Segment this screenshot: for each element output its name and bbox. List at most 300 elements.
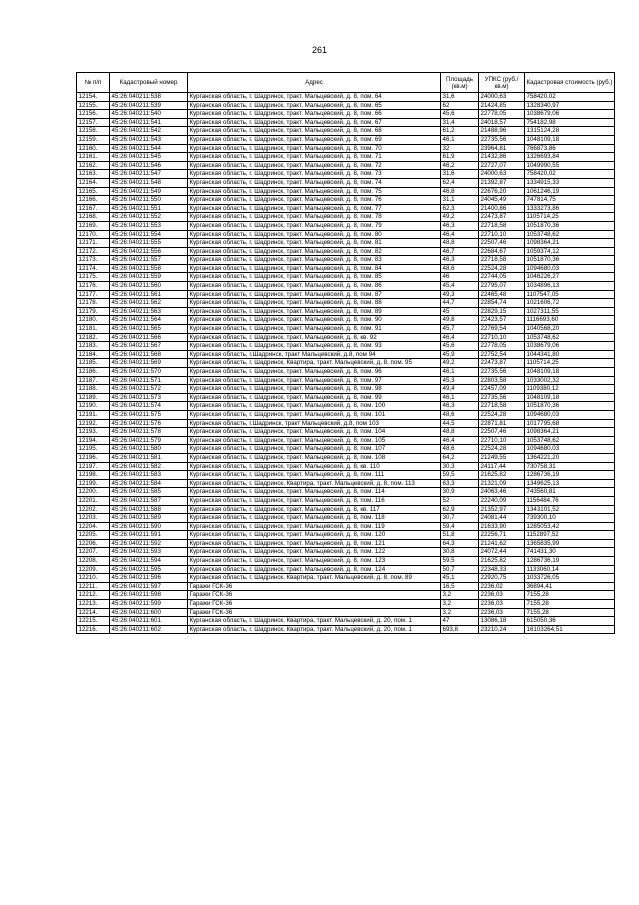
area: 45,9 bbox=[441, 350, 479, 359]
row-number: 12174. bbox=[77, 264, 110, 273]
cadastral-cost: 1033002,32 bbox=[525, 376, 615, 385]
table-row bbox=[77, 376, 615, 385]
address: Курганская область, г. Шадринск, тракт. Мальцевский, д. 8, кв. 92 bbox=[188, 333, 441, 342]
row-number: 12207. bbox=[77, 548, 110, 557]
address: Курганская область, г. Шадринск, тракт. Мальцевский, д. 8, кв. 110 bbox=[188, 462, 441, 471]
cadastral-cost: 1286736,19 bbox=[525, 471, 615, 480]
row-number: 12216. bbox=[77, 625, 110, 634]
upks: 21400,86 bbox=[479, 204, 525, 213]
upks: 22735,56 bbox=[479, 135, 525, 144]
upks: 22524,28 bbox=[479, 264, 525, 273]
table-row bbox=[77, 505, 615, 514]
upks: 24063,46 bbox=[479, 488, 525, 497]
upks: 22473,87 bbox=[479, 213, 525, 222]
address: Курганская область, г. Шадринск, тракт. Мальцевский, д. 8, пом. 118 bbox=[188, 514, 441, 523]
row-number: 12215. bbox=[77, 617, 110, 626]
cadastral-number: 45:26:040211:580 bbox=[110, 445, 188, 454]
cadastral-number: 45:26:040211:562 bbox=[110, 299, 188, 308]
page-number: 261 bbox=[311, 45, 328, 55]
upks: 24000,63 bbox=[479, 170, 525, 179]
row-number: 12165. bbox=[77, 187, 110, 196]
cadastral-number: 45:26:040211:560 bbox=[110, 282, 188, 291]
cadastral-number: 45:26:040211:554 bbox=[110, 230, 188, 239]
cadastral-number: 45:26:040211:542 bbox=[110, 127, 188, 136]
cadastral-number: 45:26:040211:579 bbox=[110, 436, 188, 445]
cadastral-number: 45:26:040211:561 bbox=[110, 290, 188, 299]
upks: 24072,44 bbox=[479, 548, 525, 557]
cadastral-number: 45:26:040211:590 bbox=[110, 522, 188, 531]
area: 45,7 bbox=[441, 325, 479, 334]
address: Курганская область, г. Шадринск, тракт. Мальцевский, д. 8, пом. 83 bbox=[188, 256, 441, 265]
address: Курганская область, г. Шадринск, тракт. Мальцевский, д. 8, пом. 79 bbox=[188, 221, 441, 230]
table-row bbox=[77, 531, 615, 540]
area: 16,5 bbox=[441, 582, 479, 591]
row-number: 12164. bbox=[77, 178, 110, 187]
cadastral-cost: 1315124,28 bbox=[525, 127, 615, 136]
upks: 22676,20 bbox=[479, 187, 525, 196]
address: Гаражи ГСК-36 bbox=[188, 582, 441, 591]
area: 45,6 bbox=[441, 110, 479, 119]
cadastral-cost: 615050,36 bbox=[525, 617, 615, 626]
address: Курганская область, г. Шадринск, тракт. Мальцевский, д. 8, пом. 98 bbox=[188, 385, 441, 394]
cadastral-number: 45:26:040211:539 bbox=[110, 101, 188, 110]
table-row bbox=[77, 178, 615, 187]
row-number: 12176. bbox=[77, 282, 110, 291]
cadastral-number: 45:26:040211:549 bbox=[110, 187, 188, 196]
row-number: 12202. bbox=[77, 505, 110, 514]
row-number: 12205. bbox=[77, 531, 110, 540]
address: Курганская область, г. Шадринск, тракт. Мальцевский, д. 8, пом. 120 bbox=[188, 531, 441, 540]
cadastral-cost: 7155,28 bbox=[525, 608, 615, 617]
address: Курганская область, г. Шадринск, тракт. Мальцевский, д. 8, пом. 108 bbox=[188, 453, 441, 462]
upks: 24018,57 bbox=[479, 118, 525, 127]
row-number: 12182. bbox=[77, 333, 110, 342]
cadastral-cost: 766873,86 bbox=[525, 144, 615, 153]
row-number: 12158. bbox=[77, 127, 110, 136]
cadastral-cost: 1048109,18 bbox=[525, 135, 615, 144]
upks: 22256,71 bbox=[479, 531, 525, 540]
area: 46,3 bbox=[441, 256, 479, 265]
area: 46,1 bbox=[441, 368, 479, 377]
cadastral-cost: 1098364,21 bbox=[525, 428, 615, 437]
table-row bbox=[77, 608, 615, 617]
cadastral-cost: 1285053,42 bbox=[525, 522, 615, 531]
address: Курганская область, г. Шадринск, тракт. Мальцевский, д. 8, пом. 72 bbox=[188, 161, 441, 170]
area: 62,9 bbox=[441, 505, 479, 514]
cadastral-cost: 1061246,19 bbox=[525, 187, 615, 196]
table-row bbox=[77, 359, 615, 368]
area: 46,4 bbox=[441, 333, 479, 342]
upks: 22735,56 bbox=[479, 393, 525, 402]
table-row bbox=[77, 282, 615, 291]
table-row bbox=[77, 325, 615, 334]
cadastral-cost: 16103264,51 bbox=[525, 625, 615, 634]
upks: 22710,10 bbox=[479, 230, 525, 239]
cadastral-cost: 1326693,84 bbox=[525, 153, 615, 162]
address: Курганская область, г. Шадринск, тракт. Мальцевский, д. 8, пом. 101 bbox=[188, 410, 441, 419]
area: 47 bbox=[441, 617, 479, 626]
area: 61,2 bbox=[441, 127, 479, 136]
header-upks: УПКС (руб./кв.м) bbox=[479, 73, 525, 93]
cadastral-cost: 1044341,80 bbox=[525, 350, 615, 359]
address: Курганская область, г. Шадринск, тракт. Мальцевский, д. 8, пом. 90 bbox=[188, 316, 441, 325]
area: 30,9 bbox=[441, 488, 479, 497]
address: Курганская область, г. Шадринск, тракт. Мальцевский, д. 8, пом. 71 bbox=[188, 153, 441, 162]
cadastral-cost: 1156484,76 bbox=[525, 496, 615, 505]
cadastral-cost: 1053748,62 bbox=[525, 333, 615, 342]
cadastral-cost: 1364221,20 bbox=[525, 453, 615, 462]
table-row bbox=[77, 522, 615, 531]
table-row bbox=[77, 582, 615, 591]
address: Курганская область, г. Шадринск, тракт. Мальцевский, д. 8, пом. 80 bbox=[188, 230, 441, 239]
upks: 22473,87 bbox=[479, 359, 525, 368]
cadastral-number: 45:26:040211:569 bbox=[110, 359, 188, 368]
cadastral-cost: 1051870,36 bbox=[525, 402, 615, 411]
upks: 22803,58 bbox=[479, 376, 525, 385]
cadastral-number: 45:26:040211:576 bbox=[110, 419, 188, 428]
header-area: Площадь (кв.м) bbox=[441, 73, 479, 93]
upks: 22778,05 bbox=[479, 110, 525, 119]
cadastral-number: 45:26:040211:582 bbox=[110, 462, 188, 471]
table-row bbox=[77, 204, 615, 213]
address: Курганская область, г. Шадринск, тракт. Мальцевский, д. 8, пом. 67 bbox=[188, 118, 441, 127]
upks: 13086,18 bbox=[479, 617, 525, 626]
upks: 22735,56 bbox=[479, 368, 525, 377]
table-row bbox=[77, 135, 615, 144]
address: Курганская область, г. Шадринск, тракт. Мальцевский, д. 8, пом. 69 bbox=[188, 135, 441, 144]
area: 31,1 bbox=[441, 196, 479, 205]
table-row bbox=[77, 127, 615, 136]
row-number: 12156. bbox=[77, 110, 110, 119]
table-row bbox=[77, 264, 615, 273]
upks: 2236,03 bbox=[479, 600, 525, 609]
table-row bbox=[77, 514, 615, 523]
address: Курганская область, г. Шадринск, тракт. Мальцевский, д. 8, пом. 88 bbox=[188, 299, 441, 308]
cadastral-number: 45:26:040211:548 bbox=[110, 178, 188, 187]
cadastral-cost: 739300,10 bbox=[525, 514, 615, 523]
header-number: № п/п bbox=[77, 73, 110, 93]
area: 48,6 bbox=[441, 445, 479, 454]
upks: 21488,96 bbox=[479, 127, 525, 136]
cadastral-cost: 1059374,12 bbox=[525, 247, 615, 256]
area: 46,8 bbox=[441, 187, 479, 196]
row-number: 12181. bbox=[77, 325, 110, 334]
address: Курганская область, г. Шадринск, тракт. Мальцевский, д. 8, пом. 76 bbox=[188, 196, 441, 205]
cadastral-number: 45:26:040211:600 bbox=[110, 608, 188, 617]
row-number: 12208. bbox=[77, 557, 110, 566]
row-number: 12203. bbox=[77, 514, 110, 523]
table-row bbox=[77, 342, 615, 351]
cadastral-number: 45:26:040211:598 bbox=[110, 591, 188, 600]
upks: 22769,54 bbox=[479, 325, 525, 334]
table-row bbox=[77, 196, 615, 205]
cadastral-cost: 1107547,05 bbox=[525, 290, 615, 299]
upks: 24081,44 bbox=[479, 514, 525, 523]
table-row bbox=[77, 239, 615, 248]
area: 49,4 bbox=[441, 385, 479, 394]
table-row bbox=[77, 170, 615, 179]
table-row bbox=[77, 453, 615, 462]
address: Курганская область, г. Шадринск, тракт. Мальцевский, д. 8, пом. 105 bbox=[188, 436, 441, 445]
row-number: 12167. bbox=[77, 204, 110, 213]
area: 49,2 bbox=[441, 213, 479, 222]
upks: 21241,62 bbox=[479, 539, 525, 548]
address: Курганская область, г. Шадринск, тракт. Мальцевский, д. 8, пом. 97 bbox=[188, 376, 441, 385]
table-row bbox=[77, 93, 615, 102]
row-number: 12191. bbox=[77, 410, 110, 419]
address: Курганская область, г. Шадринск, тракт. Мальцевский, д. 8, пом. 73 bbox=[188, 170, 441, 179]
upks: 22423,57 bbox=[479, 316, 525, 325]
row-number: 12206. bbox=[77, 539, 110, 548]
address: Курганская область, г. Шадринск, тракт. Мальцевский, д. 8, пом. 86 bbox=[188, 282, 441, 291]
cadastral-number: 45:26:040211:596 bbox=[110, 574, 188, 583]
cadastral-value-table bbox=[76, 72, 615, 634]
row-number: 12188. bbox=[77, 385, 110, 394]
cadastral-number: 45:26:040211:552 bbox=[110, 213, 188, 222]
cadastral-cost: 1049990,55 bbox=[525, 161, 615, 170]
upks: 22727,07 bbox=[479, 161, 525, 170]
cadastral-number: 45:26:040211:544 bbox=[110, 144, 188, 153]
cadastral-cost: 1286736,19 bbox=[525, 557, 615, 566]
upks: 21392,87 bbox=[479, 178, 525, 187]
row-number: 12209. bbox=[77, 565, 110, 574]
cadastral-number: 45:26:040211:592 bbox=[110, 539, 188, 548]
table-row bbox=[77, 462, 615, 471]
row-number: 12154. bbox=[77, 93, 110, 102]
cadastral-number: 45:26:040211:555 bbox=[110, 239, 188, 248]
row-number: 12173. bbox=[77, 256, 110, 265]
area: 3,2 bbox=[441, 591, 479, 600]
row-number: 12159. bbox=[77, 135, 110, 144]
area: 64,2 bbox=[441, 453, 479, 462]
header-cadastral-number: Кадастровый номер bbox=[110, 73, 188, 93]
cadastral-number: 45:26:040211:538 bbox=[110, 93, 188, 102]
area: 59,4 bbox=[441, 522, 479, 531]
address: Гаражи ГСК-36 bbox=[188, 608, 441, 617]
row-number: 12194. bbox=[77, 436, 110, 445]
table-row bbox=[77, 410, 615, 419]
area: 46,3 bbox=[441, 221, 479, 230]
area: 48,8 bbox=[441, 239, 479, 248]
area: 46,1 bbox=[441, 393, 479, 402]
cadastral-cost: 1053748,62 bbox=[525, 230, 615, 239]
cadastral-number: 45:26:040211:557 bbox=[110, 256, 188, 265]
upks: 22507,46 bbox=[479, 239, 525, 248]
row-number: 12214. bbox=[77, 608, 110, 617]
row-number: 12187. bbox=[77, 376, 110, 385]
address: Курганская область, г. Шадринск, тракт. Мальцевский, д. 8, пом. 64 bbox=[188, 93, 441, 102]
table-row bbox=[77, 445, 615, 454]
address: Курганская область, г. Шадринск, тракт. Мальцевский, д. 8, пом. 68 bbox=[188, 127, 441, 136]
area: 30,3 bbox=[441, 462, 479, 471]
address: Курганская область, г. Шадринск, тракт. Мальцевский, д. 8, пом. 84 bbox=[188, 264, 441, 273]
address: Курганская область, г. Шадринск, тракт. Мальцевский, д. 8, пом. 93 bbox=[188, 342, 441, 351]
address: Курганская область, г.Шадринск, тракт Мальцевский, д.8, пом 94 bbox=[188, 350, 441, 359]
table-row bbox=[77, 557, 615, 566]
address: Курганская область, г. Шадринск, тракт. Мальцевский, д. 8, пом. 99 bbox=[188, 393, 441, 402]
cadastral-cost: 1048109,18 bbox=[525, 393, 615, 402]
table-row bbox=[77, 436, 615, 445]
cadastral-number: 45:26:040211:589 bbox=[110, 514, 188, 523]
table-row bbox=[77, 574, 615, 583]
area: 46,4 bbox=[441, 436, 479, 445]
table-row bbox=[77, 393, 615, 402]
table-row bbox=[77, 350, 615, 359]
row-number: 12157. bbox=[77, 118, 110, 127]
row-number: 12211. bbox=[77, 582, 110, 591]
area: 45,4 bbox=[441, 282, 479, 291]
cadastral-number: 45:26:040211:563 bbox=[110, 307, 188, 316]
cadastral-cost: 1021606,72 bbox=[525, 299, 615, 308]
upks: 22240,09 bbox=[479, 496, 525, 505]
table-row bbox=[77, 118, 615, 127]
upks: 23210,24 bbox=[479, 625, 525, 634]
row-number: 12155. bbox=[77, 101, 110, 110]
row-number: 12160. bbox=[77, 144, 110, 153]
row-number: 12195. bbox=[77, 445, 110, 454]
table-row bbox=[77, 247, 615, 256]
address: Курганская область, г. Шадринск, тракт. Мальцевский, д. 8, пом. 107 bbox=[188, 445, 441, 454]
table-row bbox=[77, 273, 615, 282]
row-number: 12212. bbox=[77, 591, 110, 600]
cadastral-number: 45:26:040211:573 bbox=[110, 393, 188, 402]
table-row bbox=[77, 600, 615, 609]
area: 50,7 bbox=[441, 565, 479, 574]
row-number: 12162. bbox=[77, 161, 110, 170]
cadastral-cost: 1334915,33 bbox=[525, 178, 615, 187]
row-number: 12183. bbox=[77, 342, 110, 351]
cadastral-number: 45:26:040211:583 bbox=[110, 471, 188, 480]
table-row bbox=[77, 488, 615, 497]
area: 52 bbox=[441, 496, 479, 505]
upks: 21432,86 bbox=[479, 153, 525, 162]
address: Курганская область, г. Шадринск, тракт. Мальцевский, д. 8, пом. 100 bbox=[188, 402, 441, 411]
area: 48,6 bbox=[441, 264, 479, 273]
area: 31,6 bbox=[441, 93, 479, 102]
address: Курганская область, г. Шадринск, тракт. Мальцевский, д. 8, пом. 70 bbox=[188, 144, 441, 153]
upks: 22920,75 bbox=[479, 574, 525, 583]
table-row bbox=[77, 221, 615, 230]
area: 32 bbox=[441, 144, 479, 153]
table-row bbox=[77, 110, 615, 119]
cadastral-number: 45:26:040211:584 bbox=[110, 479, 188, 488]
area: 3,2 bbox=[441, 600, 479, 609]
area: 64,3 bbox=[441, 539, 479, 548]
area: 45 bbox=[441, 307, 479, 316]
cadastral-cost: 743560,81 bbox=[525, 488, 615, 497]
cadastral-cost: 1105714,25 bbox=[525, 213, 615, 222]
address: Курганская область, г. Шадринск, тракт. Мальцевский, д. 8, пом. 104 bbox=[188, 428, 441, 437]
area: 49,8 bbox=[441, 316, 479, 325]
cadastral-number: 45:26:040211:564 bbox=[110, 316, 188, 325]
table-row bbox=[77, 539, 615, 548]
table-row bbox=[77, 565, 615, 574]
table-row bbox=[77, 591, 615, 600]
area: 46 bbox=[441, 273, 479, 282]
address: Курганская область, г. Шадринск, тракт. Мальцевский, д. 8, кв. 117 bbox=[188, 505, 441, 514]
table-row bbox=[77, 187, 615, 196]
cadastral-cost: 1038679,06 bbox=[525, 110, 615, 119]
table-row bbox=[77, 368, 615, 377]
upks: 24000,63 bbox=[479, 93, 525, 102]
cadastral-cost: 730758,31 bbox=[525, 462, 615, 471]
cadastral-number: 45:26:040211:545 bbox=[110, 153, 188, 162]
address: Курганская область, г. Шадринск, тракт. Мальцевский, д. 8, пом. 77 bbox=[188, 204, 441, 213]
upks: 24045,49 bbox=[479, 196, 525, 205]
upks: 24117,44 bbox=[479, 462, 525, 471]
cadastral-number: 45:26:040211:568 bbox=[110, 350, 188, 359]
cadastral-cost: 1152897,52 bbox=[525, 531, 615, 540]
upks: 22795,07 bbox=[479, 282, 525, 291]
table-row bbox=[77, 625, 615, 634]
address: Курганская область, г. Шадринск, тракт. Мальцевский, д. 8, пом. 121 bbox=[188, 539, 441, 548]
cadastral-cost: 1094680,03 bbox=[525, 410, 615, 419]
row-number: 12186. bbox=[77, 368, 110, 377]
row-number: 12189. bbox=[77, 393, 110, 402]
table-header-row bbox=[77, 73, 615, 93]
row-number: 12198. bbox=[77, 471, 110, 480]
cadastral-cost: 1333273,86 bbox=[525, 204, 615, 213]
upks: 22829,15 bbox=[479, 307, 525, 316]
address: Курганская область, г. Шадринск, тракт. Мальцевский, д. 8, пом. 89 bbox=[188, 307, 441, 316]
address: Курганская область, г. Шадринск, Квартира, тракт. Мальцевский, д. 20, пом. 1 bbox=[188, 617, 441, 626]
area: 46,7 bbox=[441, 247, 479, 256]
row-number: 12163. bbox=[77, 170, 110, 179]
cadastral-number: 45:26:040211:547 bbox=[110, 170, 188, 179]
cadastral-number: 45:26:040211:570 bbox=[110, 368, 188, 377]
cadastral-cost: 758420,02 bbox=[525, 93, 615, 102]
address: Курганская область, г. Шадринск, тракт. Мальцевский, д. 8, пом. 74 bbox=[188, 178, 441, 187]
address: Курганская область, г. Шадринск, тракт. Мальцевский, д. 8, пом. 96 bbox=[188, 368, 441, 377]
row-number: 12185. bbox=[77, 359, 110, 368]
upks: 22778,05 bbox=[479, 342, 525, 351]
cadastral-cost: 1017795,68 bbox=[525, 419, 615, 428]
cadastral-cost: 1098364,21 bbox=[525, 239, 615, 248]
upks: 22507,46 bbox=[479, 428, 525, 437]
address: Курганская область, г. Шадринск, Квартира, тракт. Мальцевский, д. 8, пом. 113 bbox=[188, 479, 441, 488]
header-address: Адрес bbox=[188, 73, 441, 93]
upks: 22684,67 bbox=[479, 247, 525, 256]
cadastral-cost: 1051870,36 bbox=[525, 221, 615, 230]
cadastral-cost: 1053748,62 bbox=[525, 436, 615, 445]
upks: 2236,03 bbox=[479, 591, 525, 600]
area: 693,8 bbox=[441, 625, 479, 634]
upks: 23964,81 bbox=[479, 144, 525, 153]
upks: 22752,54 bbox=[479, 350, 525, 359]
table-row bbox=[77, 496, 615, 505]
address: Курганская область, г. Шадринск, тракт. Мальцевский, д. 8, пом. 116 bbox=[188, 496, 441, 505]
area: 62,3 bbox=[441, 204, 479, 213]
table-row bbox=[77, 101, 615, 110]
row-number: 12170. bbox=[77, 230, 110, 239]
cadastral-number: 45:26:040211:594 bbox=[110, 557, 188, 566]
row-number: 12204. bbox=[77, 522, 110, 531]
area: 45,1 bbox=[441, 574, 479, 583]
address: Курганская область, г. Шадринск, Квартира, тракт. Мальцевский, д. 8, пом. 89 bbox=[188, 574, 441, 583]
cadastral-cost: 1094680,03 bbox=[525, 445, 615, 454]
row-number: 12190. bbox=[77, 402, 110, 411]
address: Курганская область, г.Шадринск, тракт Мальцевский, д.8, пом 103 bbox=[188, 419, 441, 428]
area: 59,5 bbox=[441, 471, 479, 480]
upks: 2236,02 bbox=[479, 582, 525, 591]
row-number: 12201. bbox=[77, 496, 110, 505]
area: 44,7 bbox=[441, 299, 479, 308]
cadastral-number: 45:26:040211:551 bbox=[110, 204, 188, 213]
row-number: 12199. bbox=[77, 479, 110, 488]
address: Курганская область, г. Шадринск, тракт. Мальцевский, д. 8, пом. 114 bbox=[188, 488, 441, 497]
cadastral-number: 45:26:040211:602 bbox=[110, 625, 188, 634]
row-number: 12200. bbox=[77, 488, 110, 497]
